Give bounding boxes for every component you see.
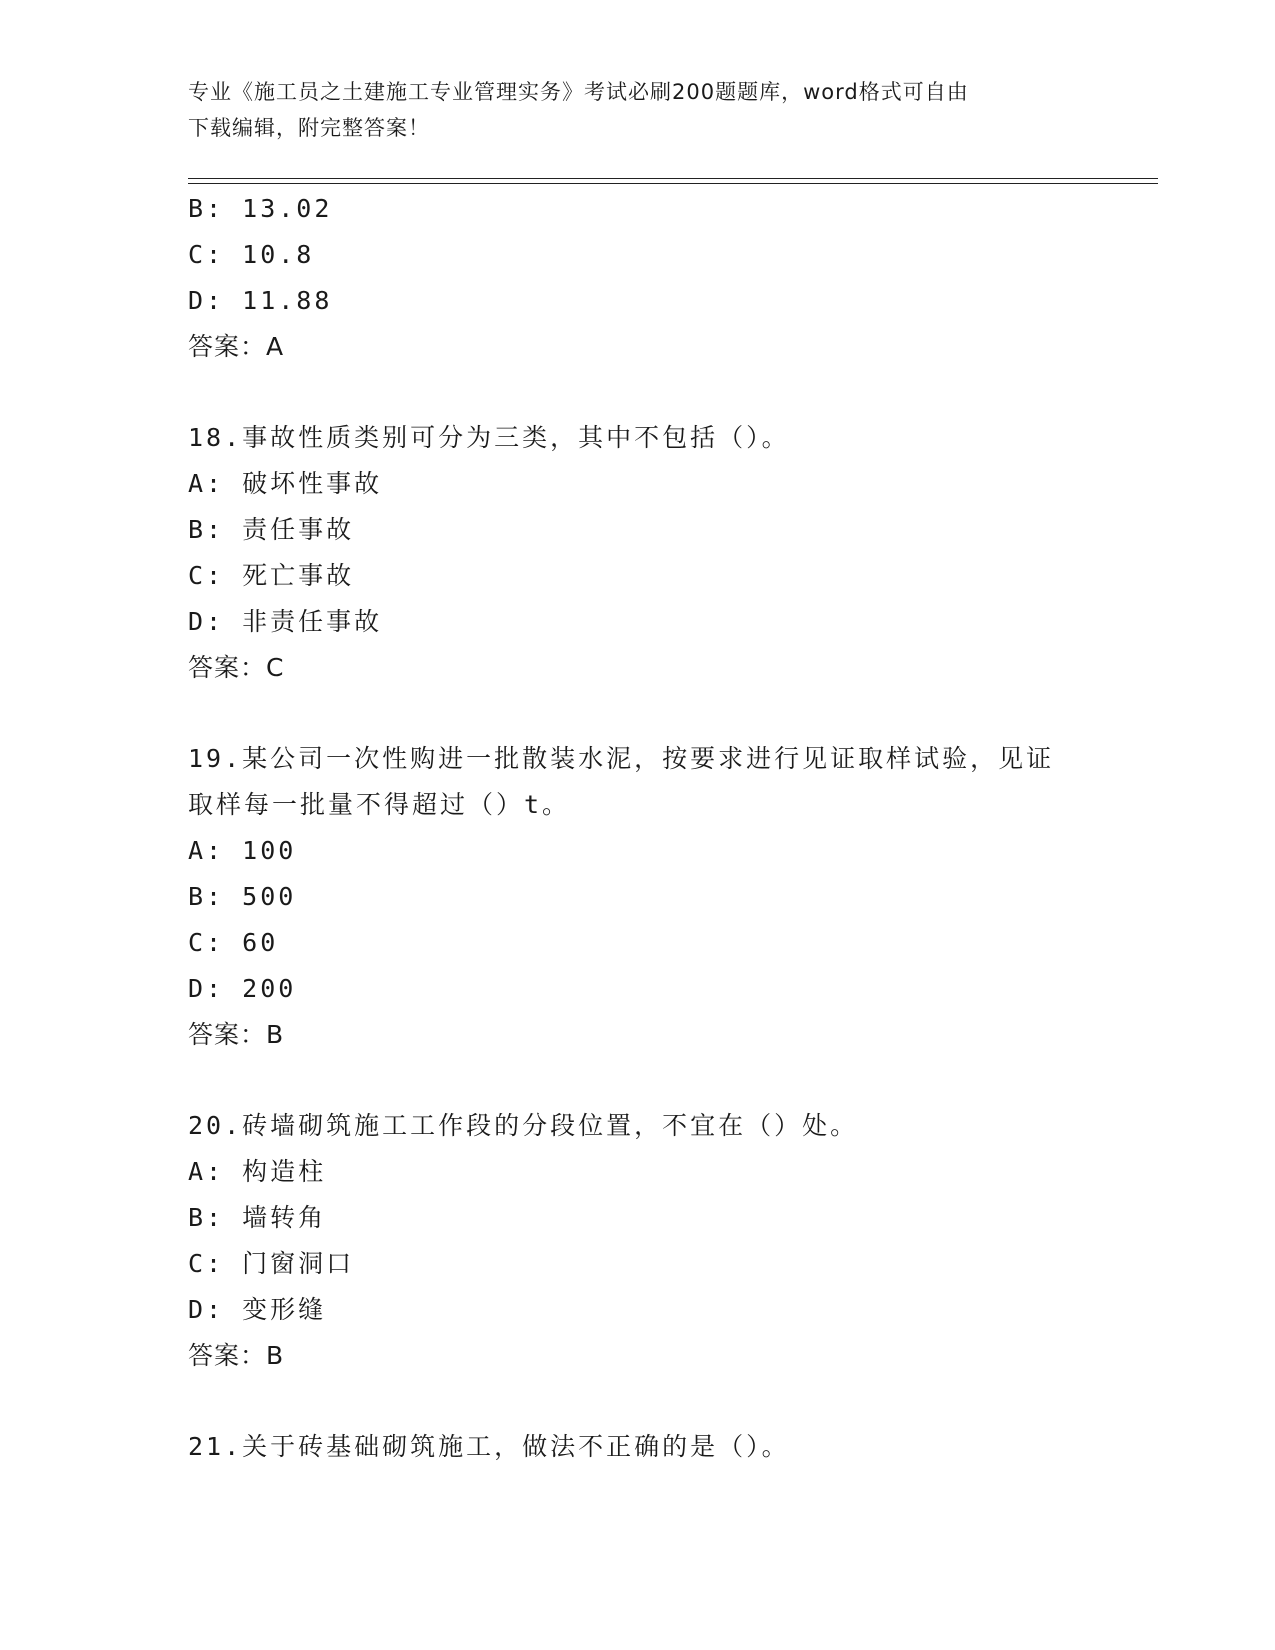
option-b: B: 13.02	[188, 194, 333, 223]
question-21	[188, 1424, 1088, 1470]
question-text: 18.事故性质类别可分为三类，其中不包括（）。	[188, 423, 790, 452]
option-d: D: 非责任事故	[188, 607, 383, 636]
header-title-line2: 下载编辑，附完整答案！	[188, 116, 430, 140]
option-a: A: 构造柱	[188, 1157, 327, 1186]
question-text-line2: 取样每一批量不得超过（）t。	[188, 790, 571, 819]
question-18	[188, 415, 1088, 691]
option-a: A: 100	[188, 836, 297, 865]
header-divider-top	[188, 178, 1158, 179]
answer: 答案：C	[188, 653, 285, 682]
document-body	[188, 186, 1088, 1470]
question-19	[188, 736, 1088, 1058]
option-b: B: 责任事故	[188, 515, 355, 544]
option-d: D: 变形缝	[188, 1295, 327, 1324]
option-c: C: 门窗洞口	[188, 1249, 355, 1278]
question-text: 20.砖墙砌筑施工工作段的分段位置，不宜在（）处。	[188, 1111, 859, 1140]
option-c: C: 死亡事故	[188, 561, 355, 590]
option-a: A: 破坏性事故	[188, 469, 383, 498]
header-divider-bottom	[188, 183, 1158, 184]
question-20	[188, 1103, 1088, 1379]
option-b: B: 墙转角	[188, 1203, 327, 1232]
carryover-question	[188, 186, 1088, 370]
document-header	[188, 74, 1088, 146]
answer: 答案：A	[188, 332, 285, 361]
question-text-line1: 19.某公司一次性购进一批散装水泥，按要求进行见证取样试验，见证	[188, 744, 1055, 773]
option-c: C: 60	[188, 928, 279, 957]
answer: 答案：B	[188, 1020, 285, 1049]
option-c: C: 10.8	[188, 240, 315, 269]
answer: 答案：B	[188, 1341, 285, 1370]
header-title-line1: 专业《施工员之土建施工专业管理实务》考试必刷200题题库，word格式可自由	[188, 80, 969, 104]
question-text: 21.关于砖基础砌筑施工，做法不正确的是（）。	[188, 1432, 790, 1461]
option-b: B: 500	[188, 882, 297, 911]
option-d: D: 200	[188, 974, 297, 1003]
option-d: D: 11.88	[188, 286, 333, 315]
